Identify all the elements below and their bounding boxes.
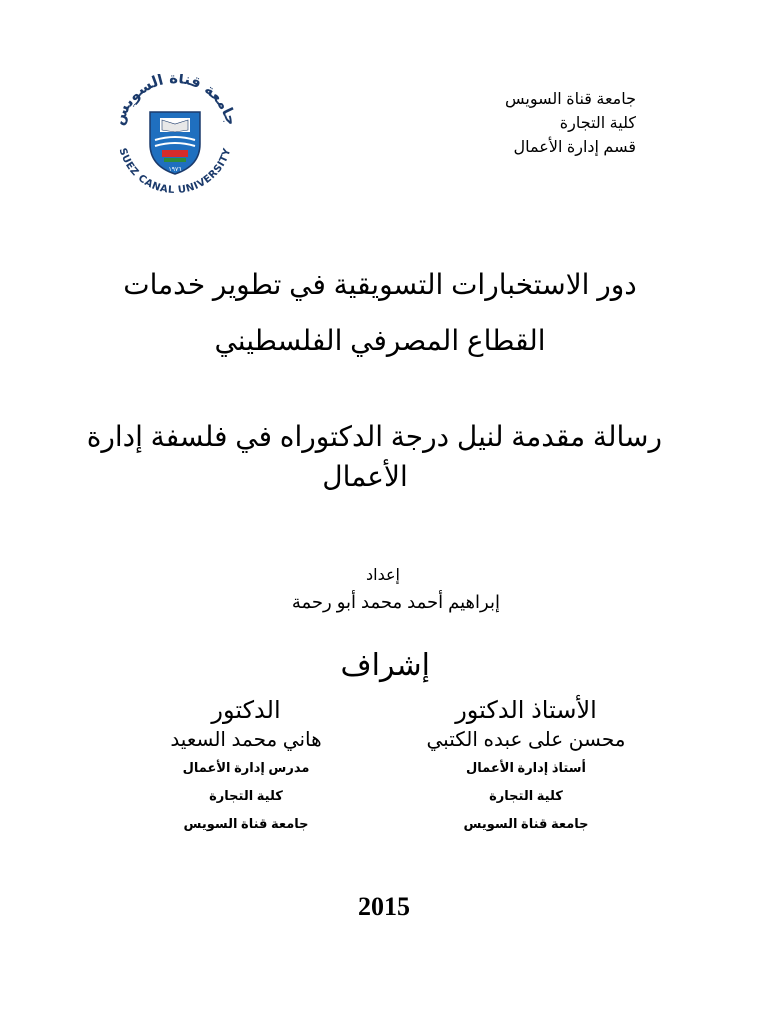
university-logo: [100, 74, 250, 194]
supervisor-position: أستاذ إدارة الأعمال: [466, 760, 586, 775]
supervisor-primary: [396, 696, 656, 838]
supervisor-position: مدرس إدارة الأعمال: [182, 760, 310, 775]
department-name: قسم إدارة الأعمال: [513, 139, 636, 156]
thesis-year: 2015: [358, 892, 410, 921]
supervisor-title: الدكتور: [211, 697, 281, 724]
logo-english-name: SUEZ CANAL UNIVERSITY: [116, 146, 234, 194]
faculty-name: كلية التجارة: [559, 115, 636, 132]
supervision-heading: إشراف: [340, 649, 430, 682]
author-name: إبراهيم أحمد محمد أبو رحمة: [291, 592, 500, 612]
institution-header: [376, 88, 636, 160]
supervisor-university: جامعة قناة السويس: [183, 816, 309, 831]
university-name: جامعة قناة السويس: [505, 91, 636, 108]
prepared-by-label: إعداد: [366, 567, 400, 584]
degree-line1: رسالة مقدمة لنيل درجة الدكتوراه في فلسفة إدارة: [86, 421, 662, 452]
supervisor-secondary: [116, 696, 376, 838]
degree-line2: الأعمال: [322, 461, 408, 492]
supervisor-title: الأستاذ الدكتور: [455, 697, 597, 724]
thesis-title-line2: القطاع المصرفي الفلسطيني: [214, 325, 546, 356]
supervisor-faculty: كلية التجارة: [489, 788, 563, 803]
logo-shield-icon: [150, 112, 200, 174]
supervisor-university: جامعة قناة السويس: [463, 816, 589, 831]
supervisor-faculty: كلية التجارة: [209, 788, 283, 803]
thesis-title-line1: دور الاستخبارات التسويقية في تطوير خدمات: [123, 269, 637, 300]
supervisor-name: هاني محمد السعيد: [170, 729, 322, 751]
supervisor-name: محسن على عبده الكتبي: [426, 729, 626, 751]
logo-arabic-name: جامعة قناة السويس: [108, 74, 241, 128]
logo-year: ١٩٧٦: [168, 166, 182, 173]
